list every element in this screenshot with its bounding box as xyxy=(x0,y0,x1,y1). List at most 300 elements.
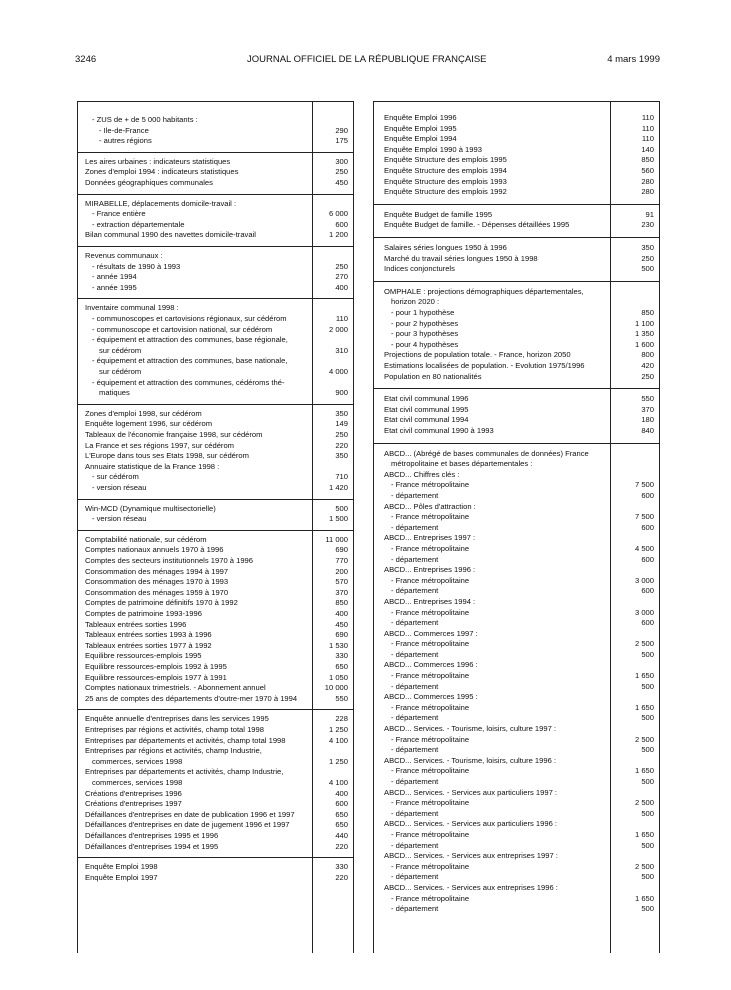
price-row xyxy=(374,459,659,470)
item-price: 560 xyxy=(641,165,654,175)
item-price: 600 xyxy=(641,586,654,596)
price-row xyxy=(374,394,659,405)
price-row xyxy=(78,251,353,262)
item-label: Annuaire statistique de la France 1998 : xyxy=(85,461,220,471)
item-label: - département xyxy=(391,840,439,850)
item-label: Comptes de patrimoine définitifs 1970 à 1992 xyxy=(85,598,238,608)
price-row xyxy=(374,166,659,177)
item-label: Enquête Budget de famille. - Dépenses détaillées 1995 xyxy=(384,220,570,230)
price-row xyxy=(78,831,353,842)
price-row xyxy=(78,409,353,420)
item-label: Consommation des ménages 1959 à 1970 xyxy=(85,587,229,597)
item-price: 600 xyxy=(335,219,348,229)
item-label: Estimations localisées de population. - Evolution 1975/1996 xyxy=(384,360,585,370)
left-column xyxy=(77,101,354,953)
section-divider xyxy=(374,204,659,205)
item-label: Défaillances d'entreprises 1995 et 1996 xyxy=(85,830,219,840)
item-label: ABCD... Services. - Tourisme, loisirs, culture 1996 : xyxy=(384,755,557,765)
item-price: 250 xyxy=(335,429,348,439)
price-row xyxy=(374,618,659,629)
item-label: - France métropolitaine xyxy=(391,829,470,839)
item-label: - France métropolitaine xyxy=(391,512,470,522)
item-price: 1 200 xyxy=(328,230,348,240)
price-row xyxy=(78,842,353,853)
item-label: Enquête Emploi 1995 xyxy=(384,123,457,133)
price-row xyxy=(78,472,353,483)
price-row xyxy=(374,872,659,883)
price-row xyxy=(78,325,353,336)
item-label: Projections de population totale. - France, horizon 2050 xyxy=(384,350,571,360)
item-price: 500 xyxy=(641,872,654,882)
item-price: 110 xyxy=(335,313,348,323)
item-label: Défaillances d'entreprises en date de publication 1996 et 1997 xyxy=(85,809,295,819)
item-price: 350 xyxy=(335,451,348,461)
item-label: Consommation des ménages 1970 à 1993 xyxy=(85,577,229,587)
price-row xyxy=(374,894,659,905)
price-row xyxy=(78,209,353,220)
item-price: 770 xyxy=(335,555,348,565)
item-price: 280 xyxy=(641,176,654,186)
item-label: - département xyxy=(391,777,439,786)
item-price: 3 000 xyxy=(634,607,654,617)
item-label: Win-MCD (Dynamique multisectorielle) xyxy=(85,503,216,513)
price-section xyxy=(78,409,353,494)
item-price: 500 xyxy=(641,808,654,818)
item-label: ABCD... Chiffres clés : xyxy=(384,469,460,479)
price-row xyxy=(374,735,659,746)
price-row xyxy=(78,714,353,725)
item-label: commerces, services 1998 xyxy=(92,777,183,787)
item-label: - année 1995 xyxy=(92,282,137,292)
price-section xyxy=(374,210,659,231)
price-row xyxy=(374,210,659,221)
price-row xyxy=(78,789,353,800)
item-price: 3 000 xyxy=(634,575,654,585)
price-row xyxy=(374,308,659,319)
price-row xyxy=(374,340,659,351)
price-row xyxy=(374,777,659,788)
price-row xyxy=(78,598,353,609)
price-row xyxy=(78,556,353,567)
item-price: 710 xyxy=(335,472,348,482)
price-row xyxy=(78,115,353,126)
item-label: Créations d'entreprises 1997 xyxy=(85,799,182,809)
item-price: 600 xyxy=(641,618,654,628)
item-price: 300 xyxy=(335,156,348,166)
item-label: Tableaux entrées sorties 1996 xyxy=(85,619,187,629)
item-label: ABCD... Services. - Tourisme, loisirs, culture 1997 : xyxy=(384,724,557,734)
item-label: - autres régions xyxy=(99,136,152,146)
price-row xyxy=(78,199,353,210)
item-price: 310 xyxy=(335,345,348,355)
item-price: 290 xyxy=(335,125,348,135)
item-label: Tableaux de l'économie française 1998, sur cédérom xyxy=(85,429,263,439)
item-label: Enquête Budget de famille 1995 xyxy=(384,209,493,219)
price-row xyxy=(374,586,659,597)
item-price: 220 xyxy=(335,841,348,851)
price-row xyxy=(78,757,353,768)
section-divider xyxy=(78,857,353,858)
price-row xyxy=(78,588,353,599)
price-row xyxy=(78,725,353,736)
price-row xyxy=(374,851,659,862)
item-price: 2 500 xyxy=(634,639,654,649)
item-label: - ZUS de + de 5 000 habitants : xyxy=(92,115,198,124)
item-price: 2 500 xyxy=(634,861,654,871)
price-row xyxy=(374,576,659,587)
price-row xyxy=(78,220,353,231)
item-label: - département xyxy=(391,745,439,755)
item-price: 250 xyxy=(335,167,348,177)
item-label: - pour 2 hypothèses xyxy=(391,318,459,328)
section-divider xyxy=(374,388,659,389)
item-label: Entreprises par régions et activités, champ Industrie, xyxy=(85,746,262,756)
item-label: Données géographiques communales xyxy=(85,177,213,187)
item-label: ABCD... Services. - Services aux entreprises 1997 : xyxy=(384,851,558,861)
price-row xyxy=(374,243,659,254)
item-label: ABCD... Commerces 1996 : xyxy=(384,660,478,670)
item-label: ABCD... Commerces 1995 : xyxy=(384,692,478,702)
price-row xyxy=(78,778,353,789)
item-label: Enquête logement 1996, sur cédérom xyxy=(85,419,213,429)
item-label: - France métropolitaine xyxy=(391,671,470,681)
price-row xyxy=(374,426,659,437)
item-price: 250 xyxy=(641,253,654,263)
item-label: Enquête Emploi 1998 xyxy=(85,862,158,872)
price-row xyxy=(374,491,659,502)
price-row xyxy=(78,862,353,873)
price-row xyxy=(78,335,353,346)
price-section xyxy=(78,535,353,705)
price-row xyxy=(78,430,353,441)
item-price: 500 xyxy=(641,264,654,274)
item-price: 400 xyxy=(335,608,348,618)
item-price: 110 xyxy=(641,134,654,144)
price-row xyxy=(78,483,353,494)
item-price: 1 100 xyxy=(634,318,654,328)
item-price: 1 350 xyxy=(634,329,654,339)
item-label: - département xyxy=(391,618,439,628)
price-row xyxy=(374,608,659,619)
price-row xyxy=(374,155,659,166)
price-row xyxy=(374,883,659,894)
price-row xyxy=(374,565,659,576)
item-label: - résultats de 1990 à 1993 xyxy=(92,261,181,271)
price-row xyxy=(78,303,353,314)
item-price: 4 500 xyxy=(634,543,654,553)
item-price: 1 650 xyxy=(634,766,654,776)
price-row xyxy=(78,799,353,810)
price-row xyxy=(374,134,659,145)
price-row xyxy=(374,502,659,513)
price-row xyxy=(78,356,353,367)
item-label: ABCD... Services. - Services aux entreprises 1996 : xyxy=(384,882,558,892)
price-row xyxy=(374,788,659,799)
item-price: 570 xyxy=(335,577,348,587)
item-price: 440 xyxy=(335,830,348,840)
item-label: ABCD... Pôles d'attraction : xyxy=(384,501,476,511)
item-label: - département xyxy=(391,522,439,532)
item-price: 550 xyxy=(335,693,348,703)
price-row xyxy=(78,272,353,283)
item-price: 1 650 xyxy=(634,893,654,903)
item-label: Enquête Structure des emplois 1993 xyxy=(384,176,507,186)
price-row xyxy=(374,650,659,661)
item-price: 228 xyxy=(335,714,348,724)
publication-date: 4 mars 1999 xyxy=(607,54,660,65)
item-label: - équipement et attraction des communes, base régionale, xyxy=(92,335,288,345)
item-price: 4 100 xyxy=(328,777,348,787)
price-row xyxy=(374,830,659,841)
price-row xyxy=(374,809,659,820)
price-section xyxy=(374,394,659,436)
item-label: ABCD... Entreprises 1994 : xyxy=(384,596,476,606)
item-label: Enquête Structure des emplois 1992 xyxy=(384,187,507,197)
item-price: 370 xyxy=(641,404,654,414)
item-price: 500 xyxy=(641,777,654,786)
price-section xyxy=(374,243,659,275)
price-row xyxy=(78,662,353,673)
price-row xyxy=(374,470,659,481)
item-label: Comptes nationaux annuels 1970 à 1996 xyxy=(85,545,224,555)
item-price: 1 530 xyxy=(328,640,348,650)
section-divider xyxy=(374,443,659,444)
price-row xyxy=(78,567,353,578)
item-label: Comptabilité nationale, sur cédérom xyxy=(85,534,207,544)
item-label: horizon 2020 : xyxy=(391,297,440,307)
item-label: - département xyxy=(391,681,439,691)
item-label: Enquête Emploi 1990 à 1993 xyxy=(384,144,482,154)
price-row xyxy=(78,767,353,778)
item-label: OMPHALE : projections démographiques départementales, xyxy=(384,286,584,296)
price-row xyxy=(78,746,353,757)
item-price: 4 000 xyxy=(328,366,348,376)
item-label: Entreprises par départements et activités, champ Industrie, xyxy=(85,767,284,777)
price-row xyxy=(78,694,353,705)
item-price: 230 xyxy=(641,220,654,230)
price-row xyxy=(374,703,659,714)
item-price: 270 xyxy=(335,272,348,282)
item-price: 500 xyxy=(641,904,654,914)
price-section xyxy=(78,199,353,241)
item-price: 600 xyxy=(335,799,348,809)
item-label: - France métropolitaine xyxy=(391,893,470,903)
item-label: - France métropolitaine xyxy=(391,607,470,617)
item-label: Tableaux entrées sorties 1977 à 1992 xyxy=(85,640,212,650)
item-price: 500 xyxy=(641,713,654,723)
item-price: 220 xyxy=(335,440,348,450)
item-label: MIRABELLE, déplacements domicile-travail : xyxy=(85,198,237,208)
section-divider xyxy=(78,709,353,710)
price-row xyxy=(374,639,659,650)
item-label: - communoscopes et cartovisions régionaux, sur cédérom xyxy=(92,313,287,323)
item-price: 280 xyxy=(641,187,654,197)
price-row xyxy=(374,682,659,693)
price-row xyxy=(78,441,353,452)
item-label: Enquête Structure des emplois 1994 xyxy=(384,165,507,175)
item-label: L'Europe dans tous ses Etats 1998, sur cédérom xyxy=(85,451,249,461)
item-label: ABCD... Services. - Services aux particuliers 1997 : xyxy=(384,787,558,797)
item-price: 175 xyxy=(335,136,348,146)
price-row xyxy=(78,620,353,631)
item-label: La France et ses régions 1997, sur cédérom xyxy=(85,440,235,450)
price-row xyxy=(374,287,659,298)
price-row xyxy=(78,609,353,620)
price-row xyxy=(374,254,659,265)
section-divider xyxy=(78,194,353,195)
item-price: 1 650 xyxy=(634,829,654,839)
item-label: Les aires urbaines : indicateurs statistiques xyxy=(85,156,231,166)
item-label: ABCD... (Abrégé de bases communales de données) France xyxy=(384,448,589,458)
price-row xyxy=(78,736,353,747)
item-price: 690 xyxy=(335,545,348,555)
price-section xyxy=(78,303,353,398)
item-label: - année 1994 xyxy=(92,272,137,282)
item-label: Défaillances d'entreprises 1994 et 1995 xyxy=(85,841,219,851)
price-row xyxy=(374,187,659,198)
item-label: - département xyxy=(391,490,439,500)
item-label: Créations d'entreprises 1996 xyxy=(85,788,182,798)
price-row xyxy=(78,314,353,325)
price-row xyxy=(374,862,659,873)
item-price: 1 420 xyxy=(328,482,348,492)
section-divider xyxy=(78,298,353,299)
price-row xyxy=(78,136,353,147)
item-price: 500 xyxy=(335,503,348,513)
price-row xyxy=(78,651,353,662)
item-label: Inventaire communal 1998 : xyxy=(85,303,179,313)
item-label: - département xyxy=(391,713,439,723)
price-row xyxy=(78,504,353,515)
page-number: 3246 xyxy=(75,54,97,65)
item-price: 500 xyxy=(641,745,654,755)
item-price: 250 xyxy=(335,261,348,271)
item-price: 1 650 xyxy=(634,671,654,681)
price-row xyxy=(374,415,659,426)
item-price: 350 xyxy=(335,408,348,418)
price-row xyxy=(374,177,659,188)
item-label: Population en 80 nationalités xyxy=(384,371,482,381)
item-label: - Ile-de-France xyxy=(99,125,149,135)
item-label: - pour 4 hypothèses xyxy=(391,339,459,349)
item-price: 2 500 xyxy=(634,734,654,744)
item-price: 500 xyxy=(641,681,654,691)
item-label: - équipement et attraction des communes, cédéroms thé- xyxy=(92,377,285,387)
price-row xyxy=(78,630,353,641)
section-divider xyxy=(78,499,353,500)
price-section xyxy=(374,113,659,198)
price-section xyxy=(78,862,353,883)
price-row xyxy=(78,462,353,473)
item-price: 600 xyxy=(641,490,654,500)
price-row xyxy=(374,113,659,124)
price-row xyxy=(374,555,659,566)
item-label: Enquête Emploi 1996 xyxy=(384,113,457,122)
price-row xyxy=(78,673,353,684)
item-label: 25 ans de comptes des départements d'outre-mer 1970 à 1994 xyxy=(85,693,298,703)
item-label: Entreprises par départements et activités, champ total 1998 xyxy=(85,735,286,745)
price-row xyxy=(374,350,659,361)
item-price: 7 500 xyxy=(634,480,654,490)
item-label: Equilibre ressources-emplois 1977 à 1991 xyxy=(85,672,227,682)
item-price: 400 xyxy=(335,282,348,292)
price-row xyxy=(374,671,659,682)
item-price: 900 xyxy=(335,388,348,398)
item-label: - France métropolitaine xyxy=(391,702,470,712)
price-row xyxy=(374,724,659,735)
item-label: - département xyxy=(391,649,439,659)
item-label: Enquête Emploi 1994 xyxy=(384,134,457,144)
item-price: 450 xyxy=(335,619,348,629)
item-price: 500 xyxy=(641,649,654,659)
section-divider xyxy=(78,152,353,153)
price-row xyxy=(374,745,659,756)
item-price: 220 xyxy=(335,872,348,882)
price-row xyxy=(374,480,659,491)
price-row xyxy=(78,535,353,546)
item-price: 180 xyxy=(641,415,654,425)
price-row xyxy=(374,766,659,777)
item-label: Entreprises par régions et activités, champ total 1998 xyxy=(85,724,264,734)
price-row xyxy=(374,319,659,330)
item-price: 850 xyxy=(641,155,654,165)
item-price: 7 500 xyxy=(634,512,654,522)
section-divider xyxy=(78,530,353,531)
item-price: 2 000 xyxy=(328,324,348,334)
item-price: 800 xyxy=(641,350,654,360)
item-price: 600 xyxy=(641,554,654,564)
item-label: Zones d'emploi 1998, sur cédérom xyxy=(85,408,202,418)
item-label: Etat civil communal 1994 xyxy=(384,415,469,425)
item-label: Etat civil communal 1990 à 1993 xyxy=(384,425,494,435)
price-row xyxy=(78,157,353,168)
price-row xyxy=(78,641,353,652)
item-price: 11 000 xyxy=(325,534,348,544)
item-price: 420 xyxy=(641,360,654,370)
item-label: - version réseau xyxy=(92,482,147,492)
item-price: 350 xyxy=(641,243,654,252)
item-price: 850 xyxy=(335,598,348,608)
item-price: 370 xyxy=(335,587,348,597)
item-label: - département xyxy=(391,904,439,914)
item-price: 650 xyxy=(335,820,348,830)
price-row xyxy=(374,904,659,915)
price-row xyxy=(78,514,353,525)
item-label: Equilibre ressources-emplois 1995 xyxy=(85,651,202,661)
item-price: 10 000 xyxy=(324,683,348,693)
item-label: - équipement et attraction des communes, base nationale, xyxy=(92,356,288,366)
item-label: Bilan communal 1990 des navettes domicile-travail xyxy=(85,230,256,240)
price-row xyxy=(374,544,659,555)
price-row xyxy=(374,145,659,156)
item-price: 2 500 xyxy=(634,798,654,808)
item-price: 149 xyxy=(335,419,348,429)
item-price: 550 xyxy=(641,394,654,404)
item-label: - France métropolitaine xyxy=(391,798,470,808)
item-price: 250 xyxy=(641,371,654,381)
item-price: 1 600 xyxy=(634,339,654,349)
item-label: ABCD... Commerces 1997 : xyxy=(384,628,478,638)
price-row xyxy=(374,660,659,671)
item-label: Revenus communaux : xyxy=(85,251,163,260)
item-label: Comptes nationaux trimestriels. - Abonnement annuel xyxy=(85,683,266,693)
item-label: Equilibre ressources-emplois 1992 à 1995 xyxy=(85,661,227,671)
item-label: - France métropolitaine xyxy=(391,480,470,490)
item-label: - France entière xyxy=(92,209,146,219)
price-section xyxy=(78,157,353,189)
price-row xyxy=(374,798,659,809)
section-divider xyxy=(374,281,659,282)
